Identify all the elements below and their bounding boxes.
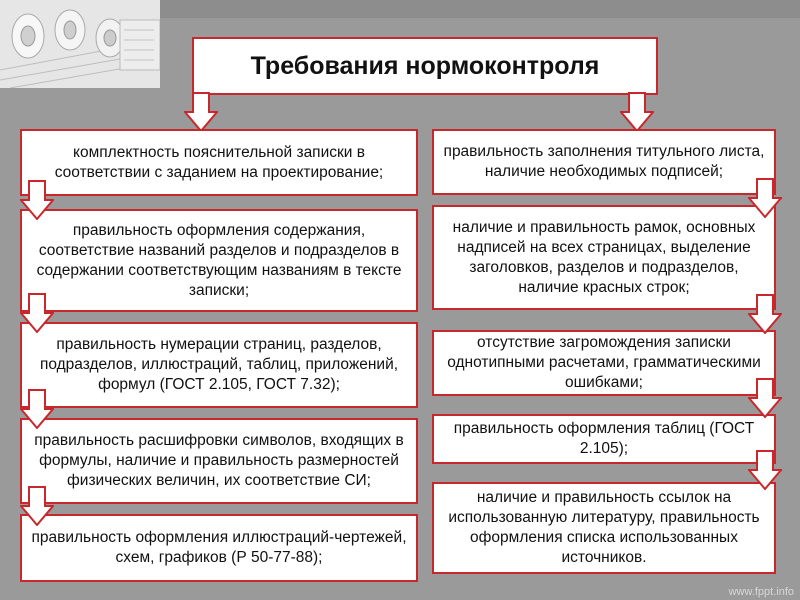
watermark: www.fppt.info (728, 586, 794, 598)
arrow-down-icon (748, 378, 782, 418)
page-title: Требования нормоконтроля (192, 37, 658, 95)
arrow-down-icon (20, 293, 54, 333)
arrow-down-icon (184, 92, 218, 132)
requirement-right-5: наличие и правильность ссылок на использованную литературу, правильность оформления списка использованных источников. (432, 482, 776, 574)
requirement-right-3: отсутствие загромождения записки однотипными расчетами, грамматическими ошибками; (432, 330, 776, 396)
arrow-down-icon (748, 294, 782, 334)
requirement-left-3: правильность нумерации страниц, разделов, подразделов, иллюстраций, таблиц, приложений, формул (ГОСТ 2.105, ГОСТ 7.32); (20, 322, 418, 408)
arrow-down-icon (20, 486, 54, 526)
arrow-down-icon (748, 450, 782, 490)
arrow-down-icon (620, 92, 654, 132)
requirement-right-1: правильность заполнения титульного листа, наличие необходимых подписей; (432, 129, 776, 195)
requirement-right-4: правильность оформления таблиц (ГОСТ 2.105); (432, 414, 776, 464)
arrow-down-icon (748, 178, 782, 218)
requirement-left-5: правильность оформления иллюстраций-чертежей, схем, графиков (Р 50-77-88); (20, 514, 418, 582)
requirement-right-2: наличие и правильность рамок, основных надписей на всех страницах, выделение заголовков, разделов и подразделов, наличие красных строк; (432, 205, 776, 310)
arrow-down-icon (20, 180, 54, 220)
arrow-down-icon (20, 389, 54, 429)
requirement-left-2: правильность оформления содержания, соответствие названий разделов и подразделов в содержании соответствующим названиям в тексте записки; (20, 209, 418, 312)
blueprint-rolls-image (0, 0, 160, 88)
requirement-left-1: комплектность пояснительной записки в соответствии с заданием на проектирование; (20, 129, 418, 196)
requirement-left-4: правильность расшифровки символов, входящих в формулы, наличие и правильность размерностей физических величин, их соответствие СИ; (20, 418, 418, 504)
